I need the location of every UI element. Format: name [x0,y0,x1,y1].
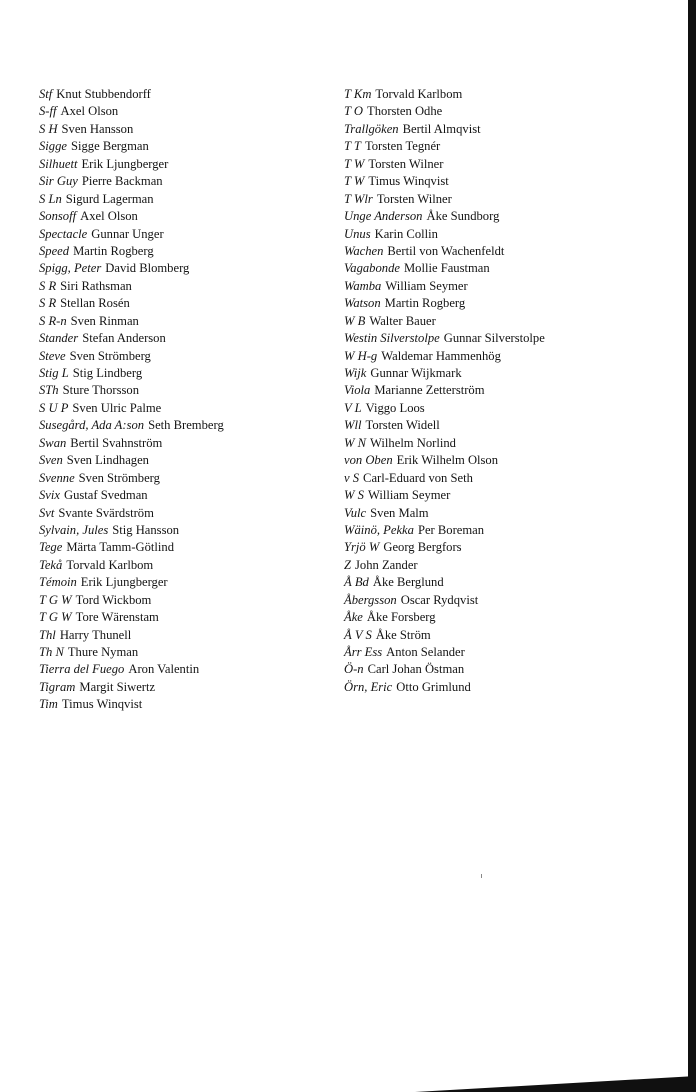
pseudonym: S H [39,121,58,136]
pseudonym: Unge Anderson [344,209,423,224]
real-name: Pierre Backman [81,174,163,189]
list-item [344,330,674,347]
real-name: Stig Hansson [112,522,180,537]
real-name: Bertil von Wachenfeldt [387,243,505,258]
pseudonym: Svix [39,488,60,503]
list-item [39,661,339,678]
list-item [39,208,339,225]
real-name: Erik Wilhelm Olson [396,453,499,468]
real-name: Gunnar Wijkmark [370,366,462,380]
real-name: William Seymer [367,488,451,503]
list-item [344,417,674,434]
list-item [39,313,339,330]
pseudonym: W S [344,488,364,503]
list-item [39,330,339,347]
list-item [39,609,339,626]
list-item [39,382,339,399]
pseudonym: Yrjö W [344,540,380,555]
real-name: Gunnar Silverstolpe [443,331,545,346]
list-item [39,557,339,574]
real-name: Stefan Anderson [82,331,166,346]
pseudonym: Sigge [39,139,67,154]
list-item [344,278,674,295]
pseudonym: Åbergsson [344,592,397,607]
real-name: Erik Ljungberger [81,156,169,171]
real-name: Torsten Tegnér [364,139,441,154]
real-name: John Zander [355,557,418,572]
pseudonym: Swan [39,435,67,450]
pseudonym: V L [344,400,362,415]
real-name: William Seymer [385,278,468,293]
pseudonym: S-ff [39,104,57,119]
real-name: Sven Hansson [61,121,134,136]
real-name: David Blomberg [105,261,190,276]
pseudonym: W H-g [344,348,378,363]
list-item [39,505,339,522]
real-name: Mollie Faustman [403,261,490,276]
real-name: Carl Johan Östman [367,662,465,677]
pseudonym: Wll [344,418,362,433]
list-item [344,661,674,678]
real-name: Torsten Wilner [376,191,452,206]
pseudonym: S U P [39,400,69,415]
list-item [39,470,339,487]
list-item [344,295,674,312]
list-item [39,487,339,504]
list-item [39,348,339,365]
list-item [344,348,674,365]
list-item [344,86,674,103]
list-item [39,138,339,155]
pseudonym: Stander [39,331,79,346]
pseudonym: S R-n [39,313,67,328]
pseudonym: Susegård, Ada A:son [39,418,145,433]
real-name: Sven Malm [370,505,429,520]
real-name: Sture Thorsson [62,383,139,398]
pseudonym: von Oben [344,453,393,468]
list-item [39,295,339,312]
list-item [344,609,674,626]
pseudonym: T G W [39,610,72,625]
list-item [39,592,339,609]
real-name: Thorsten Odhe [367,104,443,119]
list-item [344,574,674,591]
list-item [344,644,674,661]
pseudonym: T W [344,156,365,171]
pseudonym: Spectacle [39,226,88,241]
list-item [344,470,674,487]
pseudonym: T W [344,174,365,189]
list-item [344,592,674,609]
list-item [39,452,339,469]
real-name: Sven Strömberg [69,348,151,363]
pseudonym: Tigram [39,679,76,694]
list-item [39,260,339,277]
scan-border-bottom [0,1058,696,1092]
real-name: Marianne Zetterström [374,383,485,398]
list-item [39,435,339,452]
pseudonym: STh [39,383,59,398]
pseudonym: Trallgöken [344,121,399,136]
real-name: Carl-Eduard von Seth [363,470,473,485]
pseudonym: Sylvain, Jules [39,522,109,537]
list-item [39,365,339,382]
real-name: Sven Strömberg [78,470,160,485]
real-name: Sigurd Lagerman [65,191,154,206]
pseudonym: Wamba [344,278,382,293]
list-item [39,627,339,644]
real-name: Seth Bremberg [148,418,224,433]
pseudonym: T T [344,139,361,154]
list-item [39,191,339,208]
real-name: Torsten Wilner [368,156,444,171]
list-item [39,278,339,295]
list-item [344,313,674,330]
real-name: Martin Rogberg [73,243,154,258]
real-name: Georg Bergfors [383,540,462,555]
list-item [344,191,674,208]
real-name: Thure Nyman [67,645,139,659]
list-item [39,539,339,556]
pseudonym: S R [39,296,57,311]
scan-speck [481,874,482,878]
pseudonym: T G W [39,592,72,607]
real-name: Timus Winqvist [61,697,143,712]
pseudonym: Spigg, Peter [39,261,102,276]
pseudonym: Svenne [39,470,75,485]
list-item [344,679,674,696]
list-item [344,435,674,452]
real-name: Aron Valentin [128,662,200,677]
list-item [39,86,339,103]
pseudonym: Témoin [39,575,77,590]
list-item [344,557,674,574]
list-item [344,138,674,155]
pseudonym: Viola [344,383,371,398]
real-name: Siri Rathsman [60,278,132,293]
real-name: Karin Collin [374,226,438,241]
real-name: Åke Sundborg [426,209,500,224]
list-item [39,103,339,120]
real-name: Sven Lindhagen [66,453,149,468]
pseudonym-list-right-column [344,86,674,696]
real-name: Sigge Bergman [70,139,149,154]
pseudonym: Speed [39,243,70,258]
real-name: Sven Ulric Palme [72,400,162,415]
list-item [39,400,339,417]
real-name: Viggo Loos [365,400,425,415]
real-name: Axel Olson [80,209,138,224]
pseudonym: S R [39,278,57,293]
pseudonym-list-left-column [39,86,339,714]
list-item [344,382,674,399]
list-item [344,452,674,469]
real-name: Margit Siwertz [79,679,156,694]
real-name: Gustaf Svedman [63,488,148,503]
pseudonym: T Km [344,87,372,101]
pseudonym: Silhuett [39,156,78,171]
pseudonym: Ö-n [344,662,364,677]
scan-border-right [688,0,696,1092]
pseudonym: Steve [39,348,66,363]
real-name: Åke Forsberg [366,610,436,625]
pseudonym: Z [344,557,352,572]
real-name: Timus Winqvist [368,174,449,189]
pseudonym: Thl [39,627,56,642]
real-name: Harry Thunell [59,627,132,642]
real-name: Anton Selander [386,645,465,659]
pseudonym: Sir Guy [39,174,78,189]
pseudonym: Westin Silverstolpe [344,331,440,346]
pseudonym: Vagabonde [344,261,400,276]
list-item [39,522,339,539]
real-name: Sven Rinman [70,313,139,328]
list-item [39,417,339,434]
real-name: Waldemar Hammenhög [381,348,501,363]
pseudonym: W B [344,313,366,328]
pseudonym: T O [344,104,364,119]
list-item [39,173,339,190]
list-item [344,365,674,382]
real-name: Åke Ström [375,627,431,642]
list-item [344,156,674,173]
list-item [39,696,339,713]
pseudonym: Årr Ess [344,645,383,659]
pseudonym: Vulc [344,505,367,520]
list-item [344,103,674,120]
real-name: Bertil Svahnström [70,435,163,450]
pseudonym: Unus [344,226,371,241]
list-item [344,260,674,277]
real-name: Per Boreman [417,522,485,537]
list-item [39,679,339,696]
real-name: Märta Tamm-Götlind [66,540,174,555]
pseudonym: Stig L [39,366,69,380]
pseudonym: Åke [344,610,363,625]
pseudonym: Svt [39,505,55,520]
real-name: Tore Wärenstam [75,610,159,625]
list-item [39,644,339,661]
list-item [39,574,339,591]
list-item [344,121,674,138]
list-item [39,243,339,260]
pseudonym: Sonsoff [39,209,77,224]
real-name: Bertil Almqvist [402,121,481,136]
real-name: Wilhelm Norlind [370,435,456,450]
list-item [344,400,674,417]
real-name: Torsten Widell [365,418,440,433]
list-item [344,539,674,556]
pseudonym: Wäinö, Pekka [344,522,414,537]
pseudonym: Tekå [39,557,63,572]
pseudonym: Tege [39,540,63,555]
pseudonym: T Wlr [344,191,373,206]
real-name: Oscar Rydqvist [400,592,479,607]
pseudonym: Örn, Eric [344,679,393,694]
real-name: Gunnar Unger [91,226,164,241]
real-name: Stig Lindberg [72,366,143,380]
pseudonym: Sven [39,453,63,468]
pseudonym: Å V S [344,627,372,642]
real-name: Åke Berglund [372,575,444,590]
list-item [39,156,339,173]
pseudonym: W N [344,435,367,450]
pseudonym: S Ln [39,191,62,206]
list-item [344,487,674,504]
list-item [39,226,339,243]
pseudonym: v S [344,470,360,485]
real-name: Knut Stubbendorff [56,87,151,101]
real-name: Torvald Karlbom [66,557,154,572]
real-name: Erik Ljungberger [80,575,168,590]
list-item [344,173,674,190]
pseudonym: Th N [39,645,64,659]
real-name: Otto Grimlund [396,679,471,694]
list-item [344,627,674,644]
real-name: Stellan Rosén [60,296,130,311]
pseudonym: Å Bd [344,575,369,590]
real-name: Martin Rogberg [384,296,466,311]
real-name: Svante Svärdström [58,505,154,520]
list-item [344,522,674,539]
pseudonym: Watson [344,296,381,311]
list-item [344,243,674,260]
list-item [344,226,674,243]
pseudonym: Tierra del Fuego [39,662,125,677]
list-item [39,121,339,138]
pseudonym: Wachen [344,243,384,258]
real-name: Torvald Karlbom [375,87,463,101]
real-name: Tord Wickbom [75,592,152,607]
list-item [344,208,674,225]
list-item [344,505,674,522]
real-name: Walter Bauer [369,313,436,328]
pseudonym: Stf [39,87,53,101]
pseudonym: Wijk [344,366,367,380]
pseudonym: Tim [39,697,58,712]
real-name: Axel Olson [60,104,119,119]
